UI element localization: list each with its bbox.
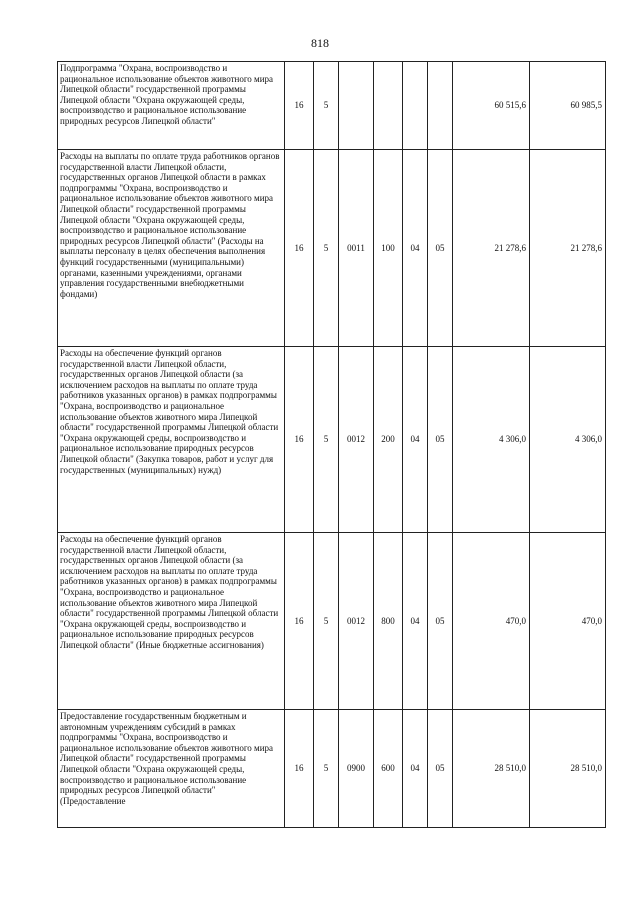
- col-subprogram: 5: [314, 347, 339, 533]
- budget-table: [57, 61, 606, 828]
- row-description: Расходы на обеспечение функций органов государственной власти Липецкой области, государственных органов Липецкой области (за исключением расходов на выплаты по оплате труда работников указанных органов) в рамках подпрограммы "Охрана, воспроизводство и рациональное использование объектов животного мира Липецкой области" государственной программы Липецкой области "Охрана окружающей среды, воспроизводство и рациональное использование природных ресурсов Липецкой области" (Закупка товаров, работ и услуг для государственных (муниципальных) нужд): [58, 347, 285, 533]
- col-amount-1: 470,0: [453, 533, 530, 710]
- row-description: Предоставление государственным бюджетным и автономным учреждениям субсидий в рамках подпрограммы "Охрана, воспроизводство и рациональное использование объектов животного мира Липецкой области" государственной программы Липецкой области "Охрана окружающей среды, воспроизводство и рациональное использование природных ресурсов Липецкой области" (Предоставление: [60, 711, 274, 806]
- col-expense-type: 200: [374, 347, 403, 533]
- col-code: 0900: [339, 710, 374, 828]
- col-amount-1: 4 306,0: [453, 347, 530, 533]
- col-amount-2: 60 985,5: [530, 62, 606, 150]
- col-subprogram: 5: [314, 710, 339, 828]
- col-expense-type: [374, 62, 403, 150]
- col-admin: 16: [285, 150, 314, 347]
- table-row: [58, 62, 606, 150]
- col-code: [339, 62, 374, 150]
- col-code: 0011: [339, 150, 374, 347]
- col-section: 04: [403, 150, 428, 347]
- col-amount-1: 60 515,6: [453, 62, 530, 150]
- col-expense-type: 600: [374, 710, 403, 828]
- row-description: Подпрограмма "Охрана, воспроизводство и рациональное использование объектов животного мира Липецкой области" государственной программы Липецкой области "Охрана окружающей среды, воспроизводство и рациональное использование природных ресурсов Липецкой области": [58, 62, 285, 150]
- col-subprogram: 5: [314, 62, 339, 150]
- col-amount-2: 21 278,6: [530, 150, 606, 347]
- col-subsection: 05: [428, 347, 453, 533]
- col-admin: 16: [285, 62, 314, 150]
- col-code: 0012: [339, 347, 374, 533]
- table-row: [58, 710, 606, 828]
- col-section: 04: [403, 533, 428, 710]
- page-number: 818: [311, 36, 329, 50]
- col-amount-1: 28 510,0: [453, 710, 530, 828]
- col-code: 0012: [339, 533, 374, 710]
- col-admin: 16: [285, 710, 314, 828]
- row-description: Расходы на выплаты по оплате труда работников органов государственной власти Липецкой области, государственных органов Липецкой области в рамках подпрограммы "Охрана, воспроизводство и рациональное использование объектов животного мира Липецкой области" государственной программы Липецкой области "Охрана окружающей среды, воспроизводство и рациональное использование природных ресурсов Липецкой области" (Расходы на выплаты персоналу в целях обеспечения выполнения функций государственными (муниципальными) органами, казенными учреждениями, органами управления государственными внебюджетными фондами): [58, 150, 285, 347]
- col-subsection: 05: [428, 710, 453, 828]
- col-section: 04: [403, 710, 428, 828]
- col-amount-2: 470,0: [530, 533, 606, 710]
- col-amount-1: 21 278,6: [453, 150, 530, 347]
- table-row: [58, 150, 606, 347]
- col-section: 04: [403, 347, 428, 533]
- row-description: Расходы на обеспечение функций органов государственной власти Липецкой области, государственных органов Липецкой области (за исключением расходов на выплаты по оплате труда работников указанных органов) в рамках подпрограммы "Охрана, воспроизводство и рациональное использование объектов животного мира Липецкой области" государственной программы Липецкой области "Охрана окружающей среды, воспроизводство и рациональное использование природных ресурсов Липецкой области" (Иные бюджетные ассигнования): [58, 533, 285, 710]
- col-section: [403, 62, 428, 150]
- col-subsection: 05: [428, 533, 453, 710]
- col-subsection: 05: [428, 150, 453, 347]
- col-expense-type: 800: [374, 533, 403, 710]
- col-amount-2: 28 510,0: [530, 710, 606, 828]
- col-amount-2: 4 306,0: [530, 347, 606, 533]
- col-admin: 16: [285, 347, 314, 533]
- col-expense-type: 100: [374, 150, 403, 347]
- col-subsection: [428, 62, 453, 150]
- table-row: [58, 347, 606, 533]
- row-description-cell: [58, 710, 285, 828]
- col-subprogram: 5: [314, 150, 339, 347]
- col-admin: 16: [285, 533, 314, 710]
- table-row: [58, 533, 606, 710]
- col-subprogram: 5: [314, 533, 339, 710]
